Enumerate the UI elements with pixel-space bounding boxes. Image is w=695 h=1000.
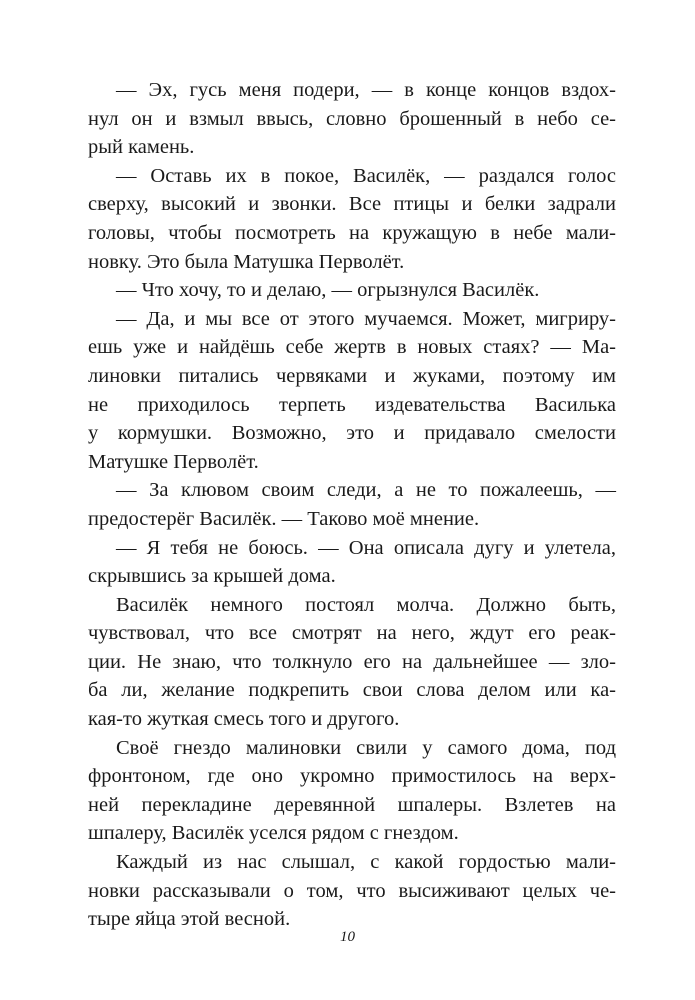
paragraph — [88, 476, 616, 533]
text-line: Каждый из нас слышал, с какой гордостью мали- — [116, 851, 616, 874]
text-line: ции. Не знаю, что толкнуло его на дальнейшее — зло- — [88, 650, 616, 673]
paragraph — [88, 162, 616, 276]
text-line: ней перекладине деревянной шпалеры. Взлетев на — [88, 793, 616, 816]
page-number: 10 — [340, 929, 355, 945]
text-line: — Что хочу, то и делаю, — огрызнулся Василёк. — [116, 279, 540, 302]
page-body — [88, 76, 616, 934]
text-line: — Я тебя не боюсь. — Она описала дугу и улетела, — [116, 536, 616, 559]
paragraph — [88, 734, 616, 848]
text-line: предостерёг Василёк. — Таково моё мнение. — [88, 507, 480, 530]
text-line: рый камень. — [88, 136, 195, 159]
text-line: новки рассказывали о том, что высиживают целых че- — [88, 879, 616, 902]
text-line: шпалеру, Василёк уселся рядом с гнездом. — [88, 822, 459, 845]
paragraph — [88, 848, 616, 934]
paragraph — [88, 305, 616, 477]
text-line: головы, чтобы посмотреть на кружащую в небе мали- — [88, 221, 616, 244]
text-line: новку. Это была Матушка Перволёт. — [88, 250, 405, 273]
text-line: ешь уже и найдёшь себе жертв в новых стаях? — Ма- — [88, 336, 616, 359]
text-line: — Да, и мы все от этого мучаемся. Может, мигриру- — [116, 307, 616, 330]
paragraph — [88, 76, 616, 162]
text-line: Василёк немного постоял молча. Должно быть, — [116, 593, 616, 616]
text-line: скрывшись за крышей дома. — [88, 565, 336, 588]
text-line: — За клювом своим следи, а не то пожалеешь, — — [116, 479, 616, 502]
paragraph — [88, 534, 616, 591]
paragraph — [88, 276, 616, 305]
text-line: Своё гнездо малиновки свили у самого дома, под — [116, 736, 616, 759]
text-line: чувствовал, что все смотрят на него, ждут его реак- — [88, 622, 616, 645]
text-line: — Оставь их в покое, Василёк, — раздался голос — [116, 164, 616, 187]
paragraph — [88, 591, 616, 734]
text-line: — Эх, гусь меня подери, — в конце концов вздох- — [116, 79, 616, 101]
text-line: Матушке Перволёт. — [88, 450, 259, 473]
text-line: линовки питались червяками и жуками, поэтому им — [88, 364, 616, 387]
text-line: фронтоном, где оно укромно примостилось на верх- — [88, 765, 616, 788]
text-line: у кормушки. Возможно, это и придавало смелости — [88, 422, 616, 445]
text-line: сверху, высокий и звонки. Все птицы и белки задрали — [88, 193, 616, 216]
text-line: нул он и взмыл ввысь, словно брошенный в небо се- — [88, 107, 616, 130]
text-line: ба ли, желание подкрепить свои слова делом или ка- — [88, 679, 616, 702]
text-line: кая-то жуткая смесь того и другого. — [88, 708, 400, 731]
text-line: не приходилось терпеть издевательства Василька — [88, 393, 616, 416]
text-line: тыре яйца этой весной. — [88, 908, 291, 931]
